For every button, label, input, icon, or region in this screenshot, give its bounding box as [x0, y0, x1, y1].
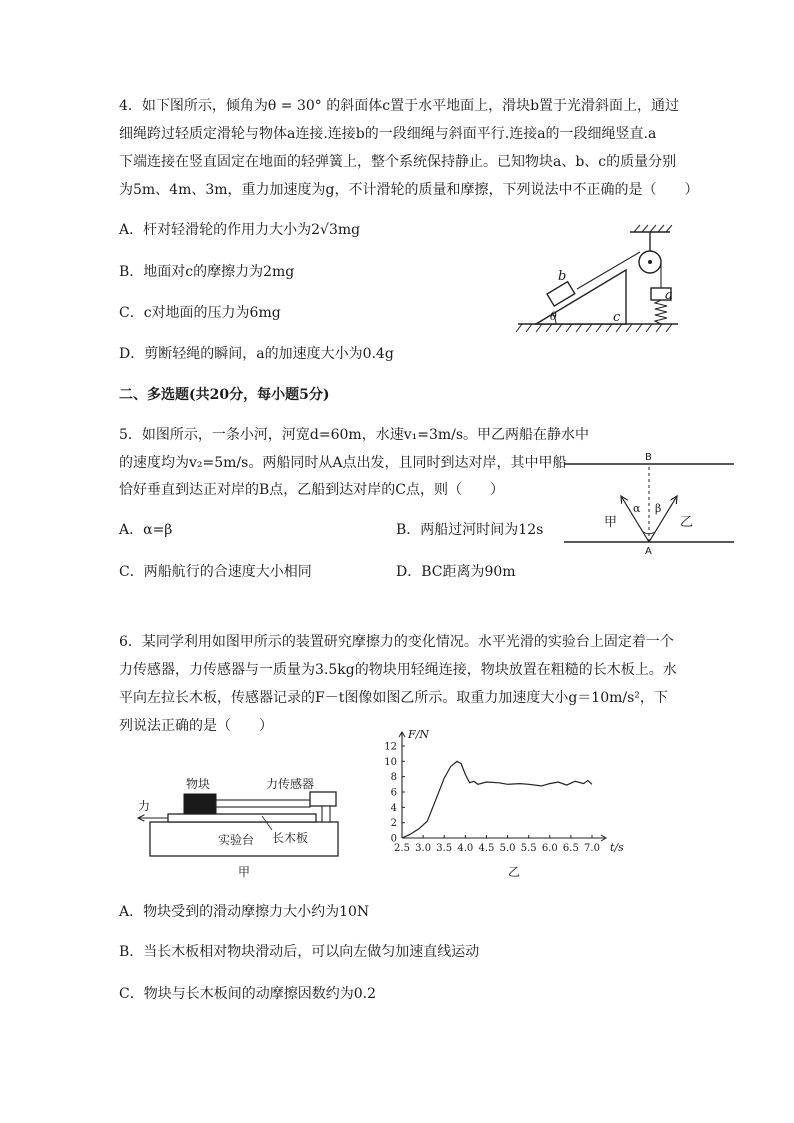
- q4-text-line-3: 下端连接在竖直固定在地面的轻弹簧上，整个系统保持静止。已知物块a、b、c的质量分别: [119, 154, 677, 170]
- q5-option-b: B．两船过河时间为12s: [396, 522, 544, 538]
- x-tick-label: 5.0: [499, 843, 516, 854]
- q5-option-d: D．BC距离为90m: [396, 564, 516, 580]
- q6-label-force: 力: [138, 799, 151, 813]
- q4-text-line-4: 为5m、4m、3m，重力加速度为g，不计滑轮的质量和摩擦，下列说法中不正确的是（ ）: [119, 182, 699, 198]
- q6-label-table: 实验台: [218, 833, 255, 847]
- q4-label-theta: θ: [550, 310, 557, 323]
- q4-option-a: A．杆对轻滑轮的作用力大小为2√3mg: [119, 222, 361, 238]
- q6-text-line-1: 6．某同学利用如图甲所示的装置研究摩擦力的变化情况。水平光滑的实验台上固定着一个: [119, 634, 674, 650]
- x-tick-label: 6.5: [562, 843, 579, 854]
- y-tick-label: 0: [390, 833, 397, 845]
- x-tick-label: 4.5: [478, 843, 495, 854]
- q6-option-a: A．物块受到的滑动摩擦力大小约为10N: [119, 904, 370, 920]
- y-axis-label: F/N: [408, 728, 429, 741]
- section-heading-multi-choice: 二、多选题(共20分，每小题5分): [119, 387, 330, 403]
- x-tick-label: 3.5: [436, 843, 453, 854]
- q4-label-b: b: [558, 269, 567, 284]
- q5-label-alpha: α: [633, 502, 641, 515]
- q5-label-yi: 乙: [680, 515, 694, 530]
- q4-label-c: c: [613, 310, 621, 325]
- x-tick-label: 2.5: [394, 843, 410, 854]
- y-tick-label: 4: [390, 802, 397, 814]
- x-tick-label: 6.0: [541, 843, 558, 854]
- q6-option-c: C．物块与长木板间的动摩擦因数约为0.2: [119, 986, 376, 1002]
- q5-option-c: C．两船航行的合速度大小相同: [119, 564, 312, 580]
- y-tick-label: 12: [384, 741, 397, 753]
- q6-option-b: B．当长木板相对物块滑动后，可以向左做匀加速直线运动: [119, 944, 480, 960]
- q5-option-a: A．α=β: [119, 522, 173, 538]
- y-tick-label: 6: [390, 787, 397, 799]
- y-tick-label: 8: [390, 772, 397, 784]
- q6-text-line-3: 平向左拉长木板，传感器记录的F－t图像如图乙所示。取重力加速度大小g＝10m/s²，下: [119, 690, 668, 706]
- q4-label-a: a: [665, 288, 673, 303]
- q4-option-c: C．c对地面的压力为6mg: [119, 305, 281, 321]
- q6-text-line-4: 列说法正确的是（ ）: [119, 718, 273, 734]
- x-tick-label: 7.0: [584, 843, 600, 854]
- x-tick-label: 4.0: [457, 843, 474, 854]
- q4-text-line-1: 4．如下图所示，倾角为θ = 30° 的斜面体c置于水平地面上，滑块b置于光滑斜面上，通过: [119, 98, 680, 114]
- q6-force-time-chart: [360, 724, 622, 884]
- q4-incline-figure: [514, 222, 684, 338]
- y-tick-label: 10: [384, 756, 397, 768]
- q4-option-b: B．地面对c的摩擦力为2mg: [119, 264, 295, 280]
- q5-text-line-2: 的速度均为v₂=5m/s。两船同时从A点出发，且同时到达对岸，其中甲船: [119, 455, 567, 471]
- q6-label-board: 长木板: [272, 831, 309, 845]
- q5-label-B: B: [645, 452, 652, 463]
- x-tick-label: 5.5: [520, 843, 537, 854]
- x-axis-label: t/s: [610, 841, 624, 854]
- q5-text-line-1: 5．如图所示，一条小河，河宽d=60m，水速v₁=3m/s。甲乙两船在静水中: [119, 427, 590, 443]
- series-line-F: [402, 761, 592, 838]
- y-tick-label: 2: [390, 818, 397, 830]
- q4-option-d: D．剪断轻绳的瞬间，a的加速度大小为0.4g: [119, 346, 394, 362]
- q6-label-sensor: 力传感器: [266, 777, 315, 791]
- q6-apparatus-figure: [132, 774, 352, 884]
- q4-text-line-2: 细绳跨过轻质定滑轮与物体a连接.连接b的一段细绳与斜面平行.连接a的一段细绳竖直.a: [119, 126, 657, 142]
- q6-caption-jia: 甲: [238, 865, 251, 879]
- q5-label-beta: β: [655, 502, 662, 515]
- q6-text-line-2: 力传感器，力传感器与一质量为3.5kg的物块用轻绳连接，物块放置在粗糙的长木板上。水: [119, 662, 677, 678]
- q5-label-jia: 甲: [604, 515, 618, 530]
- q6-label-block: 物块: [186, 777, 211, 791]
- q5-text-line-3: 恰好垂直到达正对岸的B点，乙船到达对岸的C点，则（ ）: [119, 482, 504, 498]
- q5-label-A: A: [645, 546, 652, 557]
- q6-caption-yi: 乙: [508, 865, 521, 879]
- q5-river-figure: [564, 448, 734, 558]
- x-tick-label: 3.0: [415, 843, 432, 854]
